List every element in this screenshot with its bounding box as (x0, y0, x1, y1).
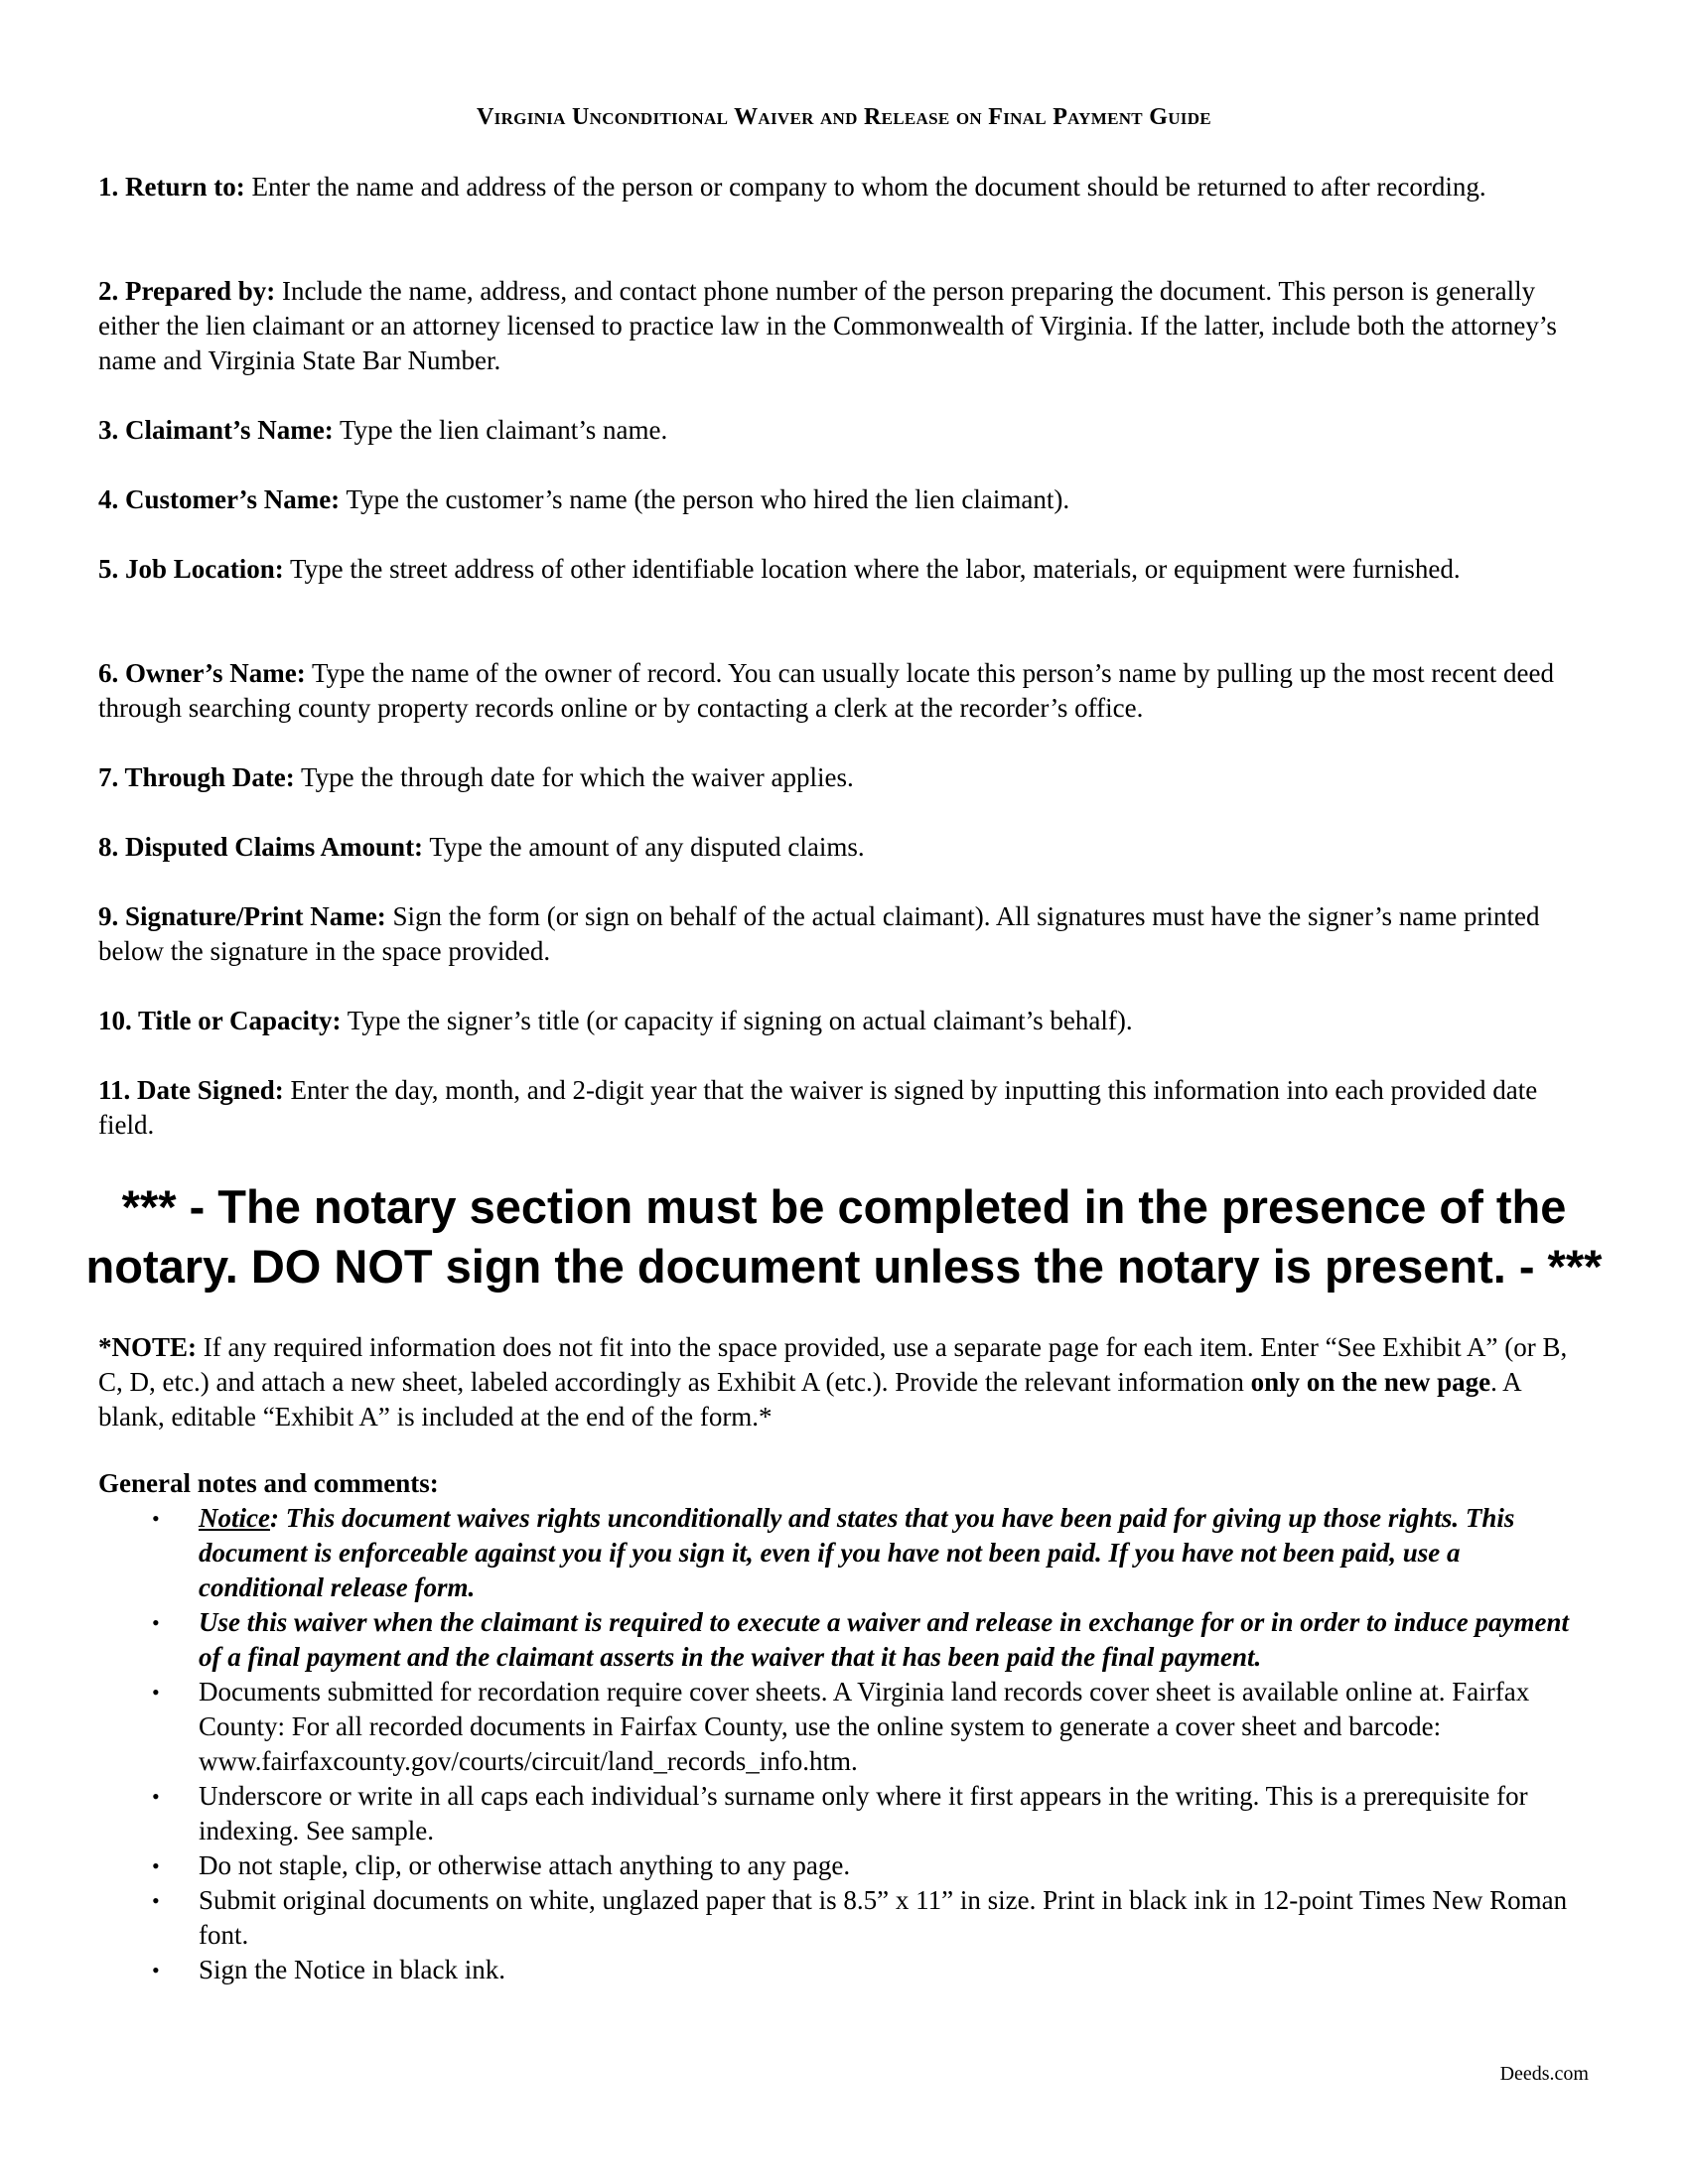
list-item (98, 1883, 1588, 1953)
item-label: 7. Through Date: (98, 762, 295, 792)
sign-notice-text: Sign the Notice in black ink. (199, 1955, 505, 1984)
instruction-item (98, 170, 1588, 205)
instruction-item (98, 482, 1588, 517)
item-text: Type the amount of any disputed claims. (429, 832, 865, 862)
item-text: Sign the form (or sign on behalf of the actual claimant). All signatures must have the signer’s name printed below the signature in the space provided. (98, 901, 1540, 966)
item-text: Enter the day, month, and 2-digit year that the waiver is signed by inputting this information into each provided date field. (98, 1075, 1538, 1140)
instruction-item (98, 552, 1588, 587)
item-label: 4. Customer’s Name: (98, 484, 341, 514)
list-item (98, 1953, 1588, 1987)
item-label: 2. Prepared by: (98, 276, 276, 306)
item-text: Type the street address of other identifiable location where the labor, materials, or equipment were furnished. (290, 554, 1461, 584)
item-label: 9. Signature/Print Name: (98, 901, 386, 931)
item-text: Type the lien claimant’s name. (339, 415, 668, 445)
general-notes-list (98, 1501, 1588, 1987)
exhibit-note (98, 1330, 1588, 1434)
footer-brand: Deeds.com (1499, 2063, 1589, 2085)
instruction-item (98, 760, 1588, 795)
item-label: 1. Return to: (98, 172, 245, 202)
list-item (98, 1675, 1588, 1779)
instruction-item (98, 1073, 1588, 1143)
item-text: Include the name, address, and contact phone number of the person preparing the document. This person is generally either the lien claimant or an attorney licensed to practice law in the Commonwealth of Virginia. If the latter, include both the attorney’s name and Virginia State Bar Number. (98, 276, 1557, 375)
instruction-item (98, 1004, 1588, 1038)
item-label: 11. Date Signed: (98, 1075, 284, 1105)
instruction-item (98, 656, 1588, 726)
instruction-item (98, 899, 1588, 969)
list-item (98, 1605, 1588, 1675)
bullet-icon: • (152, 1610, 160, 1635)
note-text: If any required information does not fit into the space provided, use a separate page for each item. Enter “See Exhibit A” (or B, C, D, etc.) and attach a new sheet, labeled accordingly as Exhibit A (etc.). Provide the relevant information (98, 1332, 1568, 1397)
no-staple-text: Do not staple, clip, or otherwise attach anything to any page. (199, 1850, 851, 1880)
item-label: 5. Job Location: (98, 554, 284, 584)
item-text: Type the name of the owner of record. You can usually locate this person’s name by pulling up the most recent deed through searching county property records online or by contacting a clerk at the recorder’s office. (98, 658, 1554, 723)
instruction-item (98, 274, 1588, 378)
bullet-icon: • (152, 1853, 160, 1878)
list-item (98, 1501, 1588, 1605)
note-text-end: . A blank, editable “Exhibit A” is included at the end of the form.* (98, 1367, 1521, 1432)
bullet-icon: • (152, 1888, 160, 1913)
item-label: 8. Disputed Claims Amount: (98, 832, 424, 862)
item-text: Type the customer’s name (the person who hired the lien claimant). (346, 484, 1070, 514)
item-label: 3. Claimant’s Name: (98, 415, 334, 445)
notice-label: Notice (199, 1503, 270, 1533)
item-label: 6. Owner’s Name: (98, 658, 306, 688)
instruction-item (98, 413, 1588, 448)
item-text: Type the through date for which the waiver applies. (301, 762, 854, 792)
bullet-icon: • (152, 1506, 160, 1531)
general-notes-heading: General notes and comments: (98, 1468, 439, 1498)
bullet-icon: • (152, 1784, 160, 1809)
instruction-item (98, 830, 1588, 865)
note-emphasis: only on the new page (1250, 1367, 1491, 1397)
bullet-icon: • (152, 1958, 160, 1982)
paper-text: Submit original documents on white, unglazed paper that is 8.5” x 11” in size. Print in black ink in 12-point Times New Roman font. (199, 1885, 1568, 1950)
item-text: Type the signer’s title (or capacity if signing on actual claimant’s behalf). (347, 1006, 1133, 1035)
note-label: *NOTE: (98, 1332, 198, 1362)
underscore-text: Underscore or write in all caps each individual’s surname only where it first appears in the writing. This is a prerequisite for indexing. See sample. (199, 1781, 1528, 1845)
item-text: Enter the name and address of the person or company to whom the document should be returned to after recording. (251, 172, 1486, 202)
notice-text: : This document waives rights unconditionally and states that you have been paid for giving up those rights. This document is enforceable against you if you sign it, even if you have not been paid. If you have not been paid, use a conditional release form. (199, 1503, 1515, 1602)
notary-warning: *** - The notary section must be completed in the presence of the notary. DO NOT sign the document unless the notary is present. - *** (85, 1180, 1603, 1293)
list-item (98, 1848, 1588, 1883)
item-label: 10. Title or Capacity: (98, 1006, 342, 1035)
page-title: Virginia Unconditional Waiver and Release on Final Payment Guide (477, 104, 1211, 130)
cover-sheet-text: Documents submitted for recordation require cover sheets. A Virginia land records cover sheet is available online at. Fairfax County: For all recorded documents in Fairfax County, use the online system to generate a cover sheet and barcode: www.fairfaxcounty.gov/courts/circuit/land_records_info.htm. (199, 1677, 1530, 1776)
use-waiver-text: Use this waiver when the claimant is required to execute a waiver and release in exchange for or in order to induce payment of a final payment and the claimant asserts in the waiver that it has been paid the final payment. (199, 1607, 1569, 1672)
bullet-icon: • (152, 1680, 160, 1705)
list-item (98, 1779, 1588, 1848)
